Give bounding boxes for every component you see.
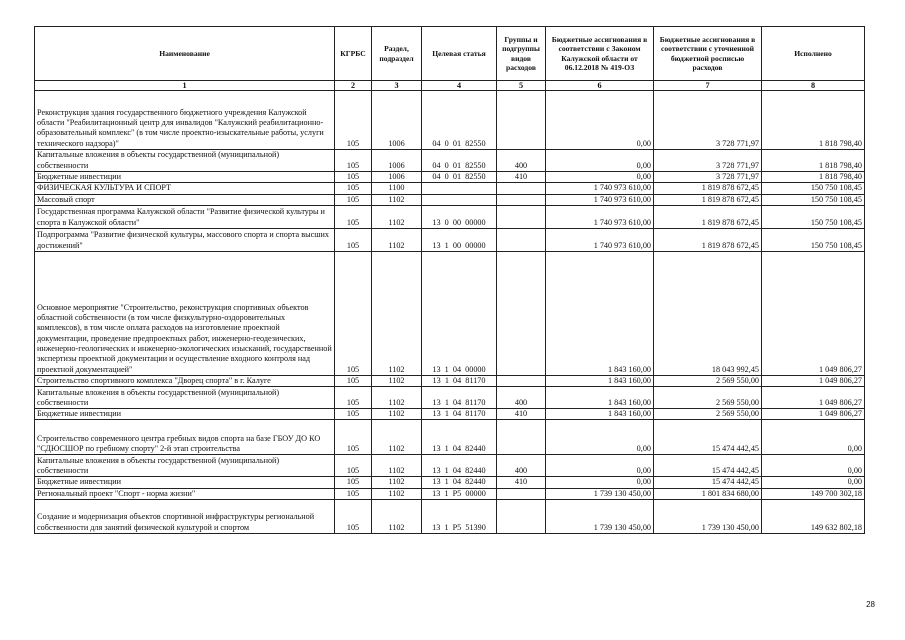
row-article: 04 0 01 82550 xyxy=(422,91,497,150)
row-section: 1102 xyxy=(372,375,422,386)
row-group: 400 xyxy=(497,387,546,409)
row-name: Бюджетные инвестиции xyxy=(35,477,335,488)
row-executed: 150 750 108,45 xyxy=(762,228,865,251)
row-law: 0,00 xyxy=(546,477,654,488)
row-section: 1102 xyxy=(372,409,422,420)
row-law: 1 740 973 610,00 xyxy=(546,183,654,194)
row-article xyxy=(422,194,497,205)
column-number: 2 xyxy=(335,81,372,91)
row-group xyxy=(497,91,546,150)
row-ktrbs: 105 xyxy=(335,172,372,183)
row-executed: 150 750 108,45 xyxy=(762,194,865,205)
row-executed: 1 049 806,27 xyxy=(762,409,865,420)
row-article: 04 0 01 82550 xyxy=(422,172,497,183)
row-name: Создание и модернизация объектов спортивной инфраструктуры региональной собственности для занятий физической культурой и спортом xyxy=(35,500,335,534)
row-article: 13 1 P5 51390 xyxy=(422,500,497,534)
row-group xyxy=(497,488,546,499)
row-group: 400 xyxy=(497,150,546,172)
row-law: 1 843 160,00 xyxy=(546,375,654,386)
row-refined: 1 801 834 680,00 xyxy=(654,488,762,499)
column-number: 8 xyxy=(762,81,865,91)
row-ktrbs: 105 xyxy=(335,375,372,386)
row-article: 13 1 04 82440 xyxy=(422,477,497,488)
row-section: 1102 xyxy=(372,488,422,499)
row-group xyxy=(497,228,546,251)
row-law: 0,00 xyxy=(546,91,654,150)
row-ktrbs: 105 xyxy=(335,420,372,455)
row-name: Региональный проект "Спорт - норма жизни" xyxy=(35,488,335,499)
row-section: 1102 xyxy=(372,455,422,477)
row-name: Бюджетные инвестиции xyxy=(35,409,335,420)
row-group xyxy=(497,251,546,375)
row-refined: 1 819 878 672,45 xyxy=(654,205,762,228)
header-ktrbs: КГРБС xyxy=(335,27,372,81)
header-name: Наименование xyxy=(35,27,335,81)
row-executed: 0,00 xyxy=(762,477,865,488)
row-law: 0,00 xyxy=(546,172,654,183)
row-section: 1006 xyxy=(372,91,422,150)
row-name: Строительство спортивного комплекса "Дворец спорта" в г. Калуге xyxy=(35,375,335,386)
row-law: 1 739 130 450,00 xyxy=(546,500,654,534)
row-article xyxy=(422,183,497,194)
row-executed: 150 750 108,45 xyxy=(762,183,865,194)
row-section: 1006 xyxy=(372,150,422,172)
row-law: 1 843 160,00 xyxy=(546,251,654,375)
row-ktrbs: 105 xyxy=(335,409,372,420)
row-law: 1 739 130 450,00 xyxy=(546,488,654,499)
row-section: 1102 xyxy=(372,228,422,251)
row-section: 1100 xyxy=(372,183,422,194)
row-name: Государственная программа Калужской области "Развитие физической культуры и спорта в Калужской области" xyxy=(35,205,335,228)
row-article: 13 1 P5 00000 xyxy=(422,488,497,499)
table-row xyxy=(35,455,865,477)
header-budget-refined: Бюджетные ассигнования в соответствии с уточненной бюджетной росписью расходов xyxy=(654,27,762,81)
row-group: 400 xyxy=(497,455,546,477)
table-row xyxy=(35,228,865,251)
row-executed: 1 818 798,40 xyxy=(762,172,865,183)
budget-table xyxy=(34,26,865,534)
row-group xyxy=(497,183,546,194)
row-article: 13 1 04 82440 xyxy=(422,455,497,477)
row-refined: 15 474 442,45 xyxy=(654,420,762,455)
row-name: Капитальные вложения в объекты государственной (муниципальной) собственности xyxy=(35,150,335,172)
row-ktrbs: 105 xyxy=(335,228,372,251)
table-row xyxy=(35,488,865,499)
row-name: Капитальные вложения в объекты государственной (муниципальной) собственности xyxy=(35,387,335,409)
row-group xyxy=(497,420,546,455)
row-article: 13 1 00 00000 xyxy=(422,228,497,251)
table-row xyxy=(35,409,865,420)
row-article: 13 1 04 00000 xyxy=(422,251,497,375)
table-row xyxy=(35,477,865,488)
row-law: 1 740 973 610,00 xyxy=(546,228,654,251)
table-row xyxy=(35,91,865,150)
row-name: Бюджетные инвестиции xyxy=(35,172,335,183)
row-section: 1102 xyxy=(372,251,422,375)
row-executed: 1 818 798,40 xyxy=(762,91,865,150)
table-row xyxy=(35,375,865,386)
row-executed: 0,00 xyxy=(762,420,865,455)
table-row xyxy=(35,150,865,172)
column-numbers-row xyxy=(35,81,865,91)
row-ktrbs: 105 xyxy=(335,205,372,228)
row-article: 13 1 04 81170 xyxy=(422,375,497,386)
row-article: 13 1 04 81170 xyxy=(422,387,497,409)
row-ktrbs: 105 xyxy=(335,455,372,477)
table-row xyxy=(35,183,865,194)
row-group xyxy=(497,194,546,205)
row-law: 1 843 160,00 xyxy=(546,409,654,420)
table-row xyxy=(35,205,865,228)
row-ktrbs: 105 xyxy=(335,477,372,488)
table-row xyxy=(35,500,865,534)
row-executed: 1 049 806,27 xyxy=(762,251,865,375)
table-row xyxy=(35,251,865,375)
row-name: Подпрограмма "Развитие физической культуры, массового спорта и спорта высших достижений" xyxy=(35,228,335,251)
row-refined: 15 474 442,45 xyxy=(654,455,762,477)
row-ktrbs: 105 xyxy=(335,183,372,194)
row-section: 1006 xyxy=(372,172,422,183)
row-law: 1 843 160,00 xyxy=(546,387,654,409)
row-group: 410 xyxy=(497,172,546,183)
header-row xyxy=(35,27,865,81)
row-executed: 149 632 802,18 xyxy=(762,500,865,534)
row-name: Массовый спорт xyxy=(35,194,335,205)
row-executed: 150 750 108,45 xyxy=(762,205,865,228)
row-article: 13 0 00 00000 xyxy=(422,205,497,228)
row-article: 04 0 01 82550 xyxy=(422,150,497,172)
row-section: 1102 xyxy=(372,387,422,409)
row-executed: 1 049 806,27 xyxy=(762,387,865,409)
row-name: Строительство современного центра гребных видов спорта на базе ГБОУ ДО КО "СДЮСШОР по гребному спорту" 2-й этап строительства xyxy=(35,420,335,455)
row-section: 1102 xyxy=(372,500,422,534)
row-ktrbs: 105 xyxy=(335,91,372,150)
row-executed: 149 700 302,18 xyxy=(762,488,865,499)
column-number: 5 xyxy=(497,81,546,91)
header-groups: Группы и подгруппы видов расходов xyxy=(497,27,546,81)
row-law: 0,00 xyxy=(546,150,654,172)
row-group xyxy=(497,500,546,534)
header-section: Раздел, подраздел xyxy=(372,27,422,81)
row-law: 0,00 xyxy=(546,420,654,455)
table-row xyxy=(35,387,865,409)
row-section: 1102 xyxy=(372,205,422,228)
row-executed: 0,00 xyxy=(762,455,865,477)
row-refined: 3 728 771,97 xyxy=(654,172,762,183)
table-row xyxy=(35,172,865,183)
row-article: 13 1 04 82440 xyxy=(422,420,497,455)
row-ktrbs: 105 xyxy=(335,387,372,409)
row-law: 0,00 xyxy=(546,455,654,477)
row-refined: 2 569 550,00 xyxy=(654,409,762,420)
row-law: 1 740 973 610,00 xyxy=(546,205,654,228)
row-refined: 1 819 878 672,45 xyxy=(654,228,762,251)
row-refined: 3 728 771,97 xyxy=(654,91,762,150)
row-ktrbs: 105 xyxy=(335,194,372,205)
row-refined: 2 569 550,00 xyxy=(654,375,762,386)
row-ktrbs: 105 xyxy=(335,150,372,172)
row-name: Основное мероприятие "Строительство, реконструкция спортивных объектов областной собственности (в том числе физкультурно-оздоровительных комплексов), в том числе оплата расходов на изготовление проектной документации, проведение предпроектных работ, инженерно-геодезических, инженерно-геологических и инженерно-экологических изысканий, государственной экспертизы проектной документации и осуществление входного контроля над проектной документацией" xyxy=(35,251,335,375)
header-executed: Исполнено xyxy=(762,27,865,81)
page-number: 28 xyxy=(866,600,875,609)
row-name: ФИЗИЧЕСКАЯ КУЛЬТУРА И СПОРТ xyxy=(35,183,335,194)
row-executed: 1 049 806,27 xyxy=(762,375,865,386)
row-article: 13 1 04 81170 xyxy=(422,409,497,420)
row-ktrbs: 105 xyxy=(335,488,372,499)
header-article: Целевая статья xyxy=(422,27,497,81)
row-section: 1102 xyxy=(372,194,422,205)
table-row xyxy=(35,420,865,455)
row-ktrbs: 105 xyxy=(335,500,372,534)
row-name: Реконструкция здания государственного бюджетного учреждения Калужской области "Реабилитационный центр для инвалидов "Калужский реабилитационно-образовательный комплекс" (в том числе проектно-изыскательные работы, услуги технического надзора)" xyxy=(35,91,335,150)
row-section: 1102 xyxy=(372,420,422,455)
row-group xyxy=(497,375,546,386)
row-refined: 1 739 130 450,00 xyxy=(654,500,762,534)
column-number: 7 xyxy=(654,81,762,91)
row-refined: 18 043 992,45 xyxy=(654,251,762,375)
column-number: 3 xyxy=(372,81,422,91)
row-group: 410 xyxy=(497,477,546,488)
row-refined: 3 728 771,97 xyxy=(654,150,762,172)
row-name: Капитальные вложения в объекты государственной (муниципальной) собственности xyxy=(35,455,335,477)
row-refined: 2 569 550,00 xyxy=(654,387,762,409)
row-section: 1102 xyxy=(372,477,422,488)
row-refined: 1 819 878 672,45 xyxy=(654,194,762,205)
row-group xyxy=(497,205,546,228)
row-refined: 1 819 878 672,45 xyxy=(654,183,762,194)
column-number: 1 xyxy=(35,81,335,91)
row-refined: 15 474 442,45 xyxy=(654,477,762,488)
row-executed: 1 818 798,40 xyxy=(762,150,865,172)
header-budget-law: Бюджетные ассигнования в соответствии с Законом Калужской области от 06.12.2018 № 419-ОЗ xyxy=(546,27,654,81)
row-law: 1 740 973 610,00 xyxy=(546,194,654,205)
row-ktrbs: 105 xyxy=(335,251,372,375)
column-number: 4 xyxy=(422,81,497,91)
row-group: 410 xyxy=(497,409,546,420)
column-number: 6 xyxy=(546,81,654,91)
table-row xyxy=(35,194,865,205)
